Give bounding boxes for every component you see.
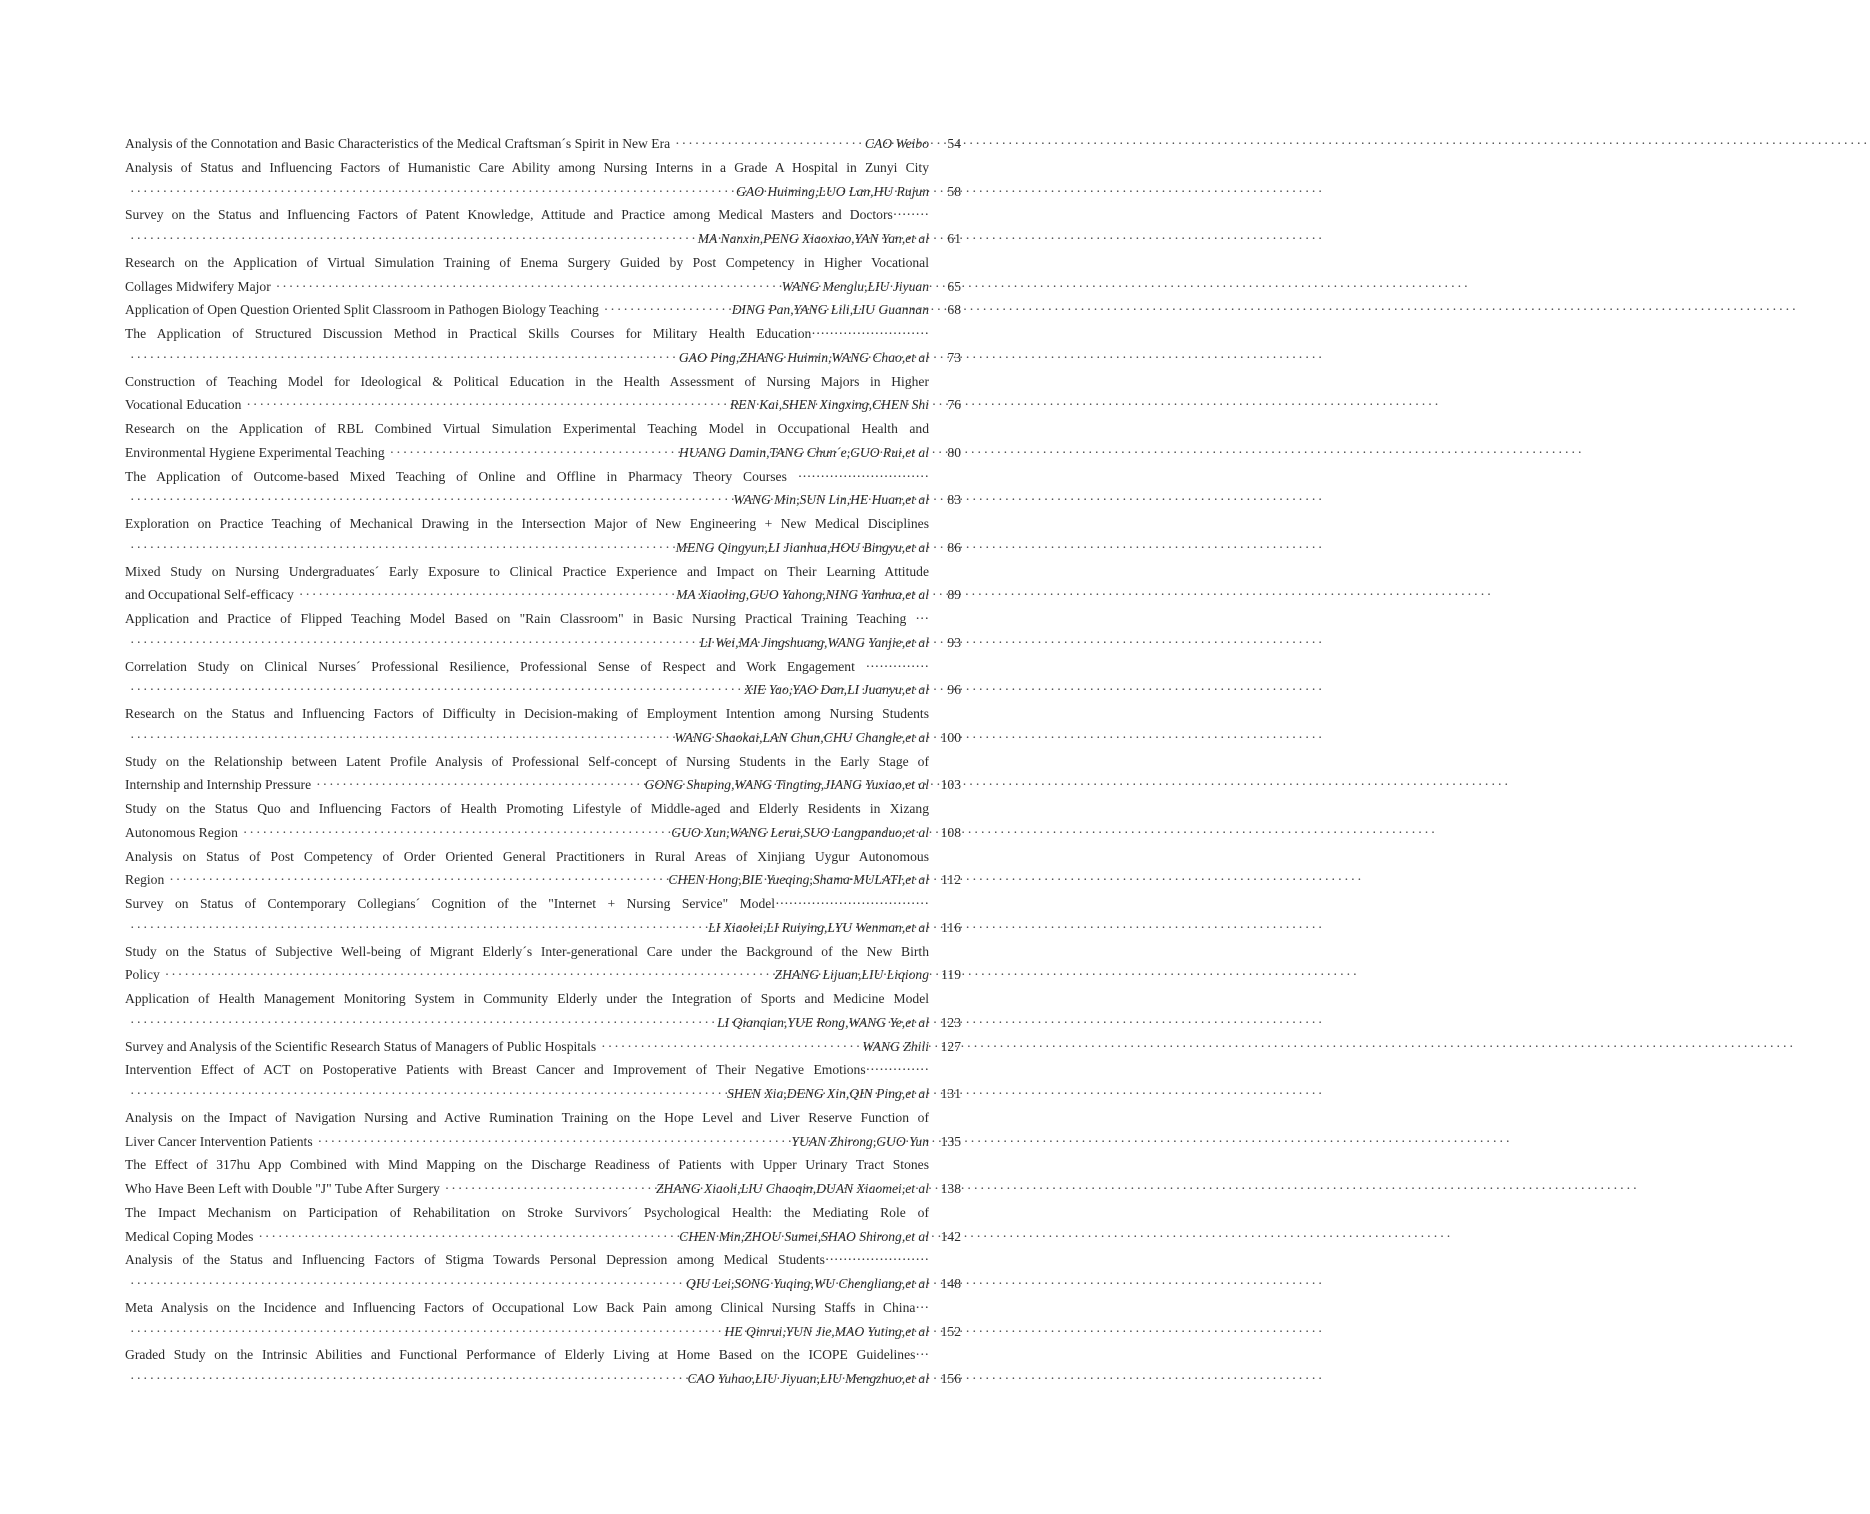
toc-page-number: 61 (947, 231, 961, 246)
toc-title-text: The Impact Mechanism on Participation of Rehabilitation on Stroke Survivors´ Psychological Health: the Mediating Role of (125, 1204, 929, 1220)
toc-line (125, 227, 961, 251)
toc-title-text: The Application of Structured Discussion Method in Practical Skills Courses for Military Health Education·························· (125, 326, 929, 341)
toc-line (125, 1011, 961, 1035)
toc-entry (125, 607, 961, 655)
toc-line (125, 1035, 961, 1059)
toc-title-text: Study on the Status of Subjective Well-being of Migrant Elderly´s Inter-generational Care under the Background of the New Birth (125, 943, 929, 959)
toc-line (125, 845, 961, 869)
dot-leader (130, 488, 728, 512)
toc-line (125, 203, 961, 227)
toc-line (125, 631, 961, 655)
toc-line (125, 1225, 961, 1249)
dot-leader (445, 1177, 651, 1201)
toc-line (125, 1272, 961, 1296)
toc-entry (125, 845, 961, 893)
toc-entry (125, 702, 961, 750)
toc-entry (125, 156, 961, 204)
toc-entry (125, 203, 961, 251)
toc-title-text: Medical Coping Modes (125, 1228, 254, 1244)
toc-entry (125, 512, 961, 560)
toc-page-number: 142 (940, 1228, 961, 1244)
toc-title-text: Application of Health Management Monitoring System in Community Elderly under the Integration of Sports and Medicine Model (125, 991, 929, 1006)
toc-authors: DING Pan,YANG Lili,LIU Guannan (731, 302, 929, 318)
toc-title-text: Correlation Study on Clinical Nurses´ Professional Resilience, Professional Sense of Respect and Work Engagement ·············· (125, 658, 929, 674)
toc-title-text: Analysis on Status of Post Competency of Order Oriented General Practitioners in Rural Areas of Xinjiang Uygur Autonomous (125, 848, 929, 864)
toc-title-text: and Occupational Self-efficacy (125, 587, 294, 603)
toc-title-text: Survey and Analysis of the Scientific Research Status of Managers of Public Hospitals (125, 1038, 597, 1054)
toc-line (125, 1130, 961, 1154)
toc-line (125, 1082, 961, 1106)
toc-title-text: Analysis of Status and Influencing Factors of Humanistic Care Ability among Nursing Interns in a Grade A Hospital in Zunyi City (125, 159, 929, 175)
toc-authors: SHEN Xia,DENG Xin,QIN Ping,et al (726, 1086, 929, 1101)
toc-authors: WANG Menglu,LIU Jiyuan (781, 278, 929, 294)
dot-leader (318, 1130, 787, 1154)
toc-line (125, 512, 961, 536)
toc-title-text: Construction of Teaching Model for Ideological & Political Education in the Health Assessment of Nursing Majors in Higher (125, 373, 929, 389)
toc-line (125, 393, 961, 417)
toc-title-text: Research on the Status and Influencing Factors of Difficulty in Decision-making of Employment Intention among Nursing Students (125, 706, 929, 721)
toc-page-number: 86 (947, 539, 961, 555)
toc-title-text: Mixed Study on Nursing Undergraduates´ Early Exposure to Clinical Practice Experience and Impact on Their Learning Attitude (125, 563, 929, 579)
toc-entry (125, 797, 961, 845)
toc-line (125, 298, 961, 322)
toc-page-number: 68 (947, 302, 961, 318)
toc-line (125, 868, 961, 892)
toc-authors: GAO Ping,ZHANG Huimin,WANG Chao,et al (678, 349, 929, 365)
dot-leader (276, 275, 777, 299)
toc-page-number: 112 (941, 872, 961, 888)
toc-title-text: Environmental Hygiene Experimental Teaching (125, 444, 385, 460)
toc-entry (125, 1248, 961, 1296)
toc-authors: CHEN Min,ZHOU Sumei,SHAO Shirong,et al (679, 1228, 929, 1244)
dot-leader (246, 393, 725, 417)
toc-line (125, 1248, 961, 1272)
toc-entry (125, 940, 961, 988)
toc-page-number: 76 (947, 397, 961, 413)
toc-title-text: Collages Midwifery Major (125, 278, 271, 294)
toc-page-number: 127 (940, 1038, 961, 1054)
toc-authors: ZHANG Xiaoli,LIU Chaoqin,DUAN Xiaomei,et al (655, 1181, 929, 1196)
toc-line (125, 1320, 961, 1344)
dot-leader (130, 1367, 682, 1391)
toc-page-number: 138 (940, 1181, 961, 1196)
toc-authors: XIE Yao,YAO Dan,LI Juanyu,et al (744, 682, 929, 698)
dot-leader (130, 536, 671, 560)
toc-authors: REN Kai,SHEN Xingxing,CHEN Shi (730, 397, 929, 413)
toc-authors: MA Nanxin,PENG Xiaoxiao,YAN Yan,et al (697, 231, 929, 246)
toc-entry (125, 1106, 961, 1154)
toc-authors: GUO Xun,WANG Lerui,SUO Langpanduo,et al (671, 824, 929, 840)
toc-authors: GONG Shuping,WANG Tingting,JIANG Yuxiao,et al (644, 777, 929, 793)
toc-entry (125, 1058, 961, 1106)
toc-line (125, 1058, 961, 1082)
toc-title-text: Region (125, 872, 165, 888)
dot-leader (675, 132, 860, 156)
toc-line (125, 607, 961, 631)
toc-page-number: 89 (947, 587, 961, 603)
toc-title-text: Analysis on the Impact of Navigation Nursing and Active Rumination Training on the Hope Level and Liver Reserve Function of (125, 1109, 929, 1125)
toc-page-number: 83 (947, 492, 961, 508)
toc-entry (125, 1201, 961, 1249)
toc-line (125, 1343, 961, 1367)
toc-page-number: 156 (940, 1371, 961, 1386)
toc-line (125, 963, 961, 987)
toc-line (125, 1367, 961, 1391)
toc-authors: CHEN Hong,BIE Yueqing,Shama·MULATI,et al (668, 872, 929, 888)
toc-title-text: The Application of Outcome-based Mixed Teaching of Online and Offline in Pharmacy Theory Courses ····························· (125, 468, 929, 484)
toc-title-text: Meta Analysis on the Incidence and Influencing Factors of Occupational Low Back Pain among Clinical Nursing Staffs in China··· (125, 1299, 929, 1315)
toc-line (125, 773, 961, 797)
toc-authors: WANG Min,SUN Lin,HE Huan,et al (733, 492, 929, 508)
toc-entry (125, 1035, 961, 1059)
toc-line (125, 583, 961, 607)
dot-leader (130, 346, 674, 370)
dot-leader (130, 1320, 719, 1344)
dot-leader (316, 773, 639, 797)
toc-authors: YUAN Zhirong,GUO Yun (791, 1133, 929, 1149)
toc-title-text: Who Have Been Left with Double "J" Tube After Surgery (125, 1181, 440, 1196)
toc-line (125, 465, 961, 489)
toc-authors: HUANG Damin,TANG Chun´e,GUO Rui,et al (678, 444, 929, 460)
toc-line (125, 821, 961, 845)
toc-entry (125, 132, 961, 156)
toc-authors: MA Xiaoling,GUO Yahong,NING Yanhua,et al (676, 587, 929, 603)
toc-line (125, 536, 961, 560)
dot-leader (130, 631, 695, 655)
toc-line (125, 370, 961, 394)
toc-entry (125, 370, 961, 418)
toc-title-text: Exploration on Practice Teaching of Mechanical Drawing in the Intersection Major of New Engineering + New Medical Disciplines (125, 516, 929, 531)
dot-leader (130, 227, 693, 251)
toc-title-text: Liver Cancer Intervention Patients (125, 1133, 313, 1149)
toc-page-number: 148 (940, 1276, 961, 1291)
toc-title-text: Policy (125, 967, 160, 983)
toc-title-text: Analysis of the Status and Influencing Factors of Stigma Towards Personal Depression among Medical Students······················· (125, 1252, 929, 1268)
toc-authors: WANG Shaokai,LAN Chun,CHU Changle,et al (674, 729, 929, 745)
toc-line (125, 987, 961, 1011)
dot-leader (390, 441, 674, 465)
toc-entry (125, 1153, 961, 1201)
toc-authors: QIU Lei,SONG Yuqing,WU Chengliang,et al (685, 1276, 929, 1291)
toc-line (125, 797, 961, 821)
toc-title-text: Survey on Status of Contemporary Collegians´ Cognition of the "Internet + Nursing Service" Model·································· (125, 896, 929, 911)
toc-line (125, 1296, 961, 1320)
toc-title-text: Analysis of the Connotation and Basic Characteristics of the Medical Craftsman´s Spirit in New Era (125, 136, 671, 151)
dot-leader (243, 821, 666, 845)
dot-leader (169, 868, 663, 892)
toc-title-text: Research on the Application of Virtual Simulation Training of Enema Surgery Guided by Post Competency in Higher Vocational (125, 254, 929, 270)
toc-authors: LI Qianqian,YUE Rong,WANG Ye,et al (717, 1014, 929, 1030)
toc-page-number: 93 (947, 634, 961, 650)
toc-line (125, 275, 961, 299)
toc-authors: MENG Qingyun,LI Jianhua,HOU Bingyu,et al (675, 539, 929, 555)
dot-leader (130, 1082, 722, 1106)
toc-line (125, 678, 961, 702)
toc-line (125, 750, 961, 774)
toc-entry (125, 251, 961, 299)
toc-entry (125, 892, 961, 940)
toc-authors: CAO Weibo (864, 136, 929, 151)
toc-line (125, 892, 961, 916)
table-of-contents (125, 132, 961, 1391)
toc-line (125, 1201, 961, 1225)
toc-entry (125, 417, 961, 465)
dot-leader (130, 678, 739, 702)
dot-leader (130, 726, 669, 750)
toc-line (125, 1177, 961, 1201)
toc-authors: GAO Huiming,LUO Lan,HU Rujun (736, 183, 929, 199)
toc-title-text: Graded Study on the Intrinsic Abilities and Functional Performance of Elderly Living at Home Based on the ICOPE Guidelines··· (125, 1347, 929, 1363)
toc-line (125, 251, 961, 275)
toc-authors: HE Qinrui,YUN Jie,MAO Yuting,et al (724, 1323, 929, 1339)
toc-page-number: 131 (940, 1086, 961, 1101)
toc-title-text: Survey on the Status and Influencing Factors of Patent Knowledge, Attitude and Practice among Medical Masters and Doctors········ (125, 207, 929, 223)
toc-authors: ZHANG Lijuan,LIU Liqiong (774, 967, 929, 983)
toc-line (125, 655, 961, 679)
toc-line (125, 1106, 961, 1130)
toc-line (125, 346, 961, 370)
toc-line (125, 726, 961, 750)
toc-page-number: 103 (940, 777, 961, 793)
toc-entry (125, 322, 961, 370)
toc-entry (125, 1296, 961, 1344)
dot-leader (130, 1011, 712, 1035)
toc-line (125, 940, 961, 964)
toc-entry (125, 298, 961, 322)
toc-authors: LI Wei,MA Jingshuang,WANG Yanjie,et al (699, 634, 929, 650)
toc-title-text: Intervention Effect of ACT on Postoperative Patients with Breast Cancer and Improvement of Their Negative Emotions·············· (125, 1062, 929, 1078)
dot-leader (299, 583, 671, 607)
toc-page-number: 96 (947, 682, 961, 698)
toc-line (125, 560, 961, 584)
toc-line (125, 916, 961, 940)
toc-authors: CAO Yuhao,LIU Jiyuan,LIU Mengzhuo,et al (687, 1371, 929, 1386)
toc-entry (125, 655, 961, 703)
toc-title-text: Study on the Status Quo and Influencing Factors of Health Promoting Lifestyle of Middle-aged and Elderly Residents in Xizang (125, 801, 929, 816)
toc-title-text: Application and Practice of Flipped Teaching Model Based on "Rain Classroom" in Basic Nursing Practical Training Teaching ··· (125, 611, 929, 626)
toc-title-text: Application of Open Question Oriented Split Classroom in Pathogen Biology Teaching (125, 302, 599, 318)
toc-page-number: 73 (947, 349, 961, 365)
toc-page-number: 119 (941, 967, 961, 983)
toc-authors: WANG Zhili (862, 1038, 929, 1054)
dot-leader (130, 916, 703, 940)
toc-page-number: 108 (940, 824, 961, 840)
toc-authors: LI Xiaolei,LI Ruiying,LYU Wenman,et al (708, 919, 929, 935)
toc-line (125, 702, 961, 726)
toc-page-number: 123 (940, 1014, 961, 1030)
dot-leader (601, 1035, 857, 1059)
toc-line (125, 156, 961, 180)
toc-page-number: 58 (947, 183, 961, 199)
dot-leader (130, 1272, 681, 1296)
toc-page-number: 135 (940, 1133, 961, 1149)
toc-line (125, 488, 961, 512)
toc-line (125, 1153, 961, 1177)
toc-title-text: Internship and Internship Pressure (125, 777, 312, 793)
toc-page-number: 65 (947, 278, 961, 294)
dot-leader (165, 963, 770, 987)
toc-title-text: The Effect of 317hu App Combined with Mind Mapping on the Discharge Readiness of Patients with Upper Urinary Tract Stones (125, 1157, 929, 1173)
toc-entry (125, 1343, 961, 1391)
toc-title-text: Research on the Application of RBL Combined Virtual Simulation Experimental Teaching Model in Occupational Health and (125, 421, 929, 436)
toc-title-text: Autonomous Region (125, 824, 238, 840)
toc-entry (125, 987, 961, 1035)
toc-page-number: 152 (940, 1323, 961, 1339)
toc-page-number: 80 (947, 444, 961, 460)
toc-entry (125, 465, 961, 513)
dot-leader (130, 180, 731, 204)
toc-title-text: Vocational Education (125, 397, 242, 413)
toc-entry (125, 560, 961, 608)
toc-page-number: 100 (940, 729, 961, 745)
toc-title-text: Study on the Relationship between Latent Profile Analysis of Professional Self-concept of Nursing Students in the Early Stage of (125, 753, 929, 769)
dot-leader (258, 1225, 674, 1249)
toc-line (125, 441, 961, 465)
toc-line (125, 180, 961, 204)
toc-page-number: 116 (941, 919, 961, 935)
toc-page-number: 54 (947, 136, 961, 151)
toc-line (125, 417, 961, 441)
toc-line (125, 132, 961, 156)
toc-entry (125, 750, 961, 798)
dot-leader (604, 298, 727, 322)
toc-line (125, 322, 961, 346)
